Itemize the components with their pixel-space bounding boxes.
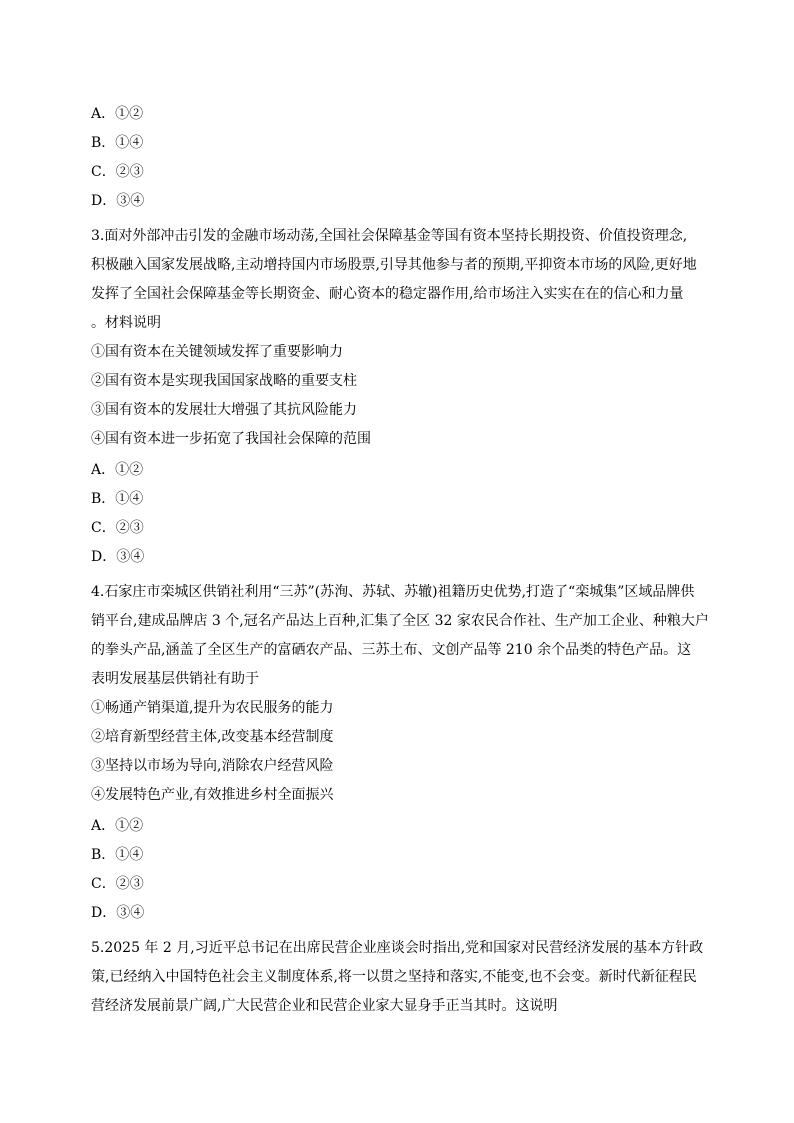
q4-option-d: D．③④ bbox=[91, 905, 145, 921]
q3-stem-line-2: 积极融入国家发展战略,主动增持国内市场股票,引导其他参与者的预期,平抑资本市场的风险,更好地 bbox=[91, 257, 697, 273]
q3-option-d: D．③④ bbox=[91, 549, 145, 565]
q3-statement-1: ①国有资本在关键领域发挥了重要影响力 bbox=[91, 344, 343, 360]
q3-stem-line-1: 3.面对外部冲击引发的金融市场动荡,全国社会保障基金等国有资本坚持长期投资、价值投资理念, bbox=[91, 228, 688, 244]
q3-stem-line-4: 。材料说明 bbox=[91, 315, 161, 331]
q4-stem-line-1: 4.石家庄市栾城区供销社利用“三苏”(苏洵、苏轼、苏辙)祖籍历史优势,打造了“栾城集”区域品牌供 bbox=[91, 584, 695, 600]
q3-option-c: C．②③ bbox=[91, 520, 144, 536]
q3-option-a: A．①② bbox=[91, 462, 144, 478]
q4-statement-3: ③坚持以市场为导向,消除农户经营风险 bbox=[91, 758, 334, 774]
q2-option-d: D．③④ bbox=[91, 193, 145, 209]
q4-option-c: C．②③ bbox=[91, 876, 144, 892]
q2-option-b: B．①④ bbox=[91, 135, 144, 151]
q4-statement-1: ①畅通产销渠道,提升为农民服务的能力 bbox=[91, 700, 334, 716]
q4-stem-line-3: 的拳头产品,涵盖了全区生产的富硒农产品、三苏土布、文创产品等 210 余个品类的特色产品。这 bbox=[91, 642, 692, 658]
q4-statement-2: ②培育新型经营主体,改变基本经营制度 bbox=[91, 729, 334, 745]
q4-stem-line-2: 销平台,建成品牌店 3 个,冠名产品达上百种,汇集了全区 32 家农民合作社、生产加工企业、种粮大户 bbox=[91, 613, 709, 629]
q3-statement-2: ②国有资本是实现我国国家战略的重要支柱 bbox=[91, 373, 357, 389]
q4-option-a: A．①② bbox=[91, 818, 144, 834]
q3-statement-4: ④国有资本进一步拓宽了我国社会保障的范围 bbox=[91, 431, 371, 447]
q5-stem-line-1: 5.2025 年 2 月,习近平总书记在出席民营企业座谈会时指出,党和国家对民营经济发展的基本方针政 bbox=[91, 940, 704, 956]
q3-statement-3: ③国有资本的发展壮大增强了其抗风险能力 bbox=[91, 402, 357, 418]
q2-option-c: C．②③ bbox=[91, 164, 144, 180]
q3-option-b: B．①④ bbox=[91, 491, 144, 507]
q3-stem-line-3: 发挥了全国社会保障基金等长期资金、耐心资本的稳定器作用,给市场注入实实在在的信心和力量 bbox=[91, 286, 684, 302]
q4-option-b: B．①④ bbox=[91, 847, 144, 863]
q2-option-a: A．①② bbox=[91, 106, 144, 122]
q4-stem-line-4: 表明发展基层供销社有助于 bbox=[91, 671, 259, 687]
q4-statement-4: ④发展特色产业,有效推进乡村全面振兴 bbox=[91, 787, 334, 803]
q5-stem-line-2: 策,已经纳入中国特色社会主义制度体系,将一以贯之坚持和落实,不能变,也不会变。新时代新征程民 bbox=[91, 969, 697, 985]
q5-stem-line-3: 营经济发展前景广阔,广大民营企业和民营企业家大显身手正当其时。这说明 bbox=[91, 998, 558, 1014]
